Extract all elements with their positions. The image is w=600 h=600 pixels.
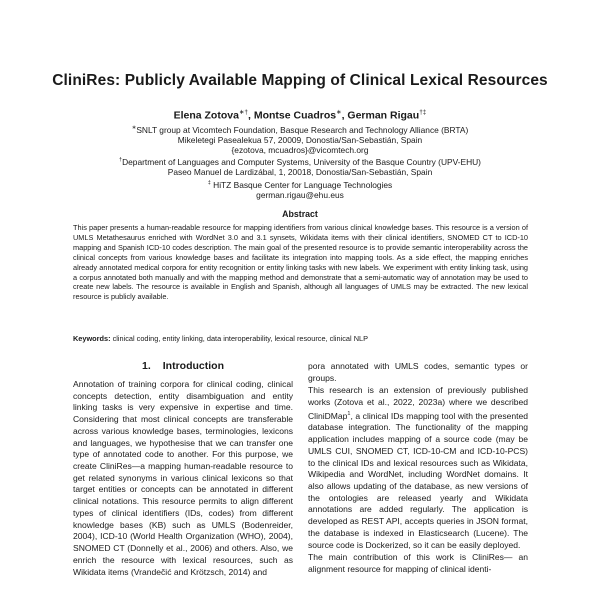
affiliation-line: Mikeletegi Pasealekua 57, 20009, Donostia/San-Sebastián, Spain [177, 135, 423, 145]
affiliation-line: ∗SNLT group at Vicomtech Foundation, Basque Research and Technology Alliance (BRTA) [131, 124, 469, 135]
body-paragraph: pora annotated with UMLS codes, semantic types or groups. [308, 361, 528, 383]
author-name: Elena Zotova [173, 109, 239, 122]
footnote-marker[interactable]: 1 [347, 410, 351, 417]
affiliation-mark: ‡ [207, 179, 211, 186]
keywords-label: Keywords: [73, 334, 111, 343]
author-marks: †‡ [419, 109, 427, 116]
paper-title: CliniRes: Publicly Available Mapping of Clinical Lexical Resources [52, 72, 548, 89]
author-name: German Rigau [347, 109, 420, 122]
author-marks: ∗ [336, 109, 342, 116]
affiliations [0, 123, 600, 200]
keywords [73, 334, 528, 344]
affiliation-email: german.rigau@ehu.eus [256, 189, 344, 200]
affiliation-email: {ezotova, mcuadros}@vicomtech.org [231, 145, 369, 156]
section-number: 1. [141, 360, 151, 372]
affiliation-line: †Department of Languages and Computer Systems, University of the Basque Country (UPV-EHU) [119, 157, 481, 168]
affiliation-mark: ∗ [131, 125, 137, 131]
body-paragraph: The main contribution of this work is CliniRes— an alignment resource for mapping of clinical identi- [308, 552, 528, 575]
affiliation-mark: † [119, 157, 123, 164]
section-title: Introduction [162, 360, 224, 372]
author-list: Elena Zotova∗†, Montse Cuadros∗, German Rigau†‡ [173, 109, 427, 122]
section-heading [73, 360, 293, 372]
abstract-text: This paper presents a human-readable resource for mapping identifiers from various clinical knowledge bases. This resource is a version of UMLS Metathesaurus enriched with WordNet 3.0 and 3.1 synsets, Wikidata items with their clinical identifiers, SNOMED CT to ICD-10 mapping and Spanish ICD-10 codes description. The main goal of the presented resource is to provide semantic interoperability across the clinical concepts from various knowledge bases and facilitate its integration into mapping tools. As a side effect, the mapping enriches already annotated medical corpora for entity recognition or entity linking tasks with new labels. We experiment with entity linking task, using a corpus annotated both manually and with the mapping method and demonstrate that a semi-automatic way of annotation may be used to create new labels. The resource is available in English and Spanish, although all languages of UMLS may be extracted. The new lexical resource is publicly available. [73, 223, 528, 302]
keywords-text: clinical coding, entity linking, data interoperability, lexical resource, clinical NLP [112, 334, 368, 343]
author-marks: ∗† [238, 109, 248, 116]
left-column [73, 360, 293, 578]
affiliation-line: ‡ HiTZ Basque Center for Language Technologies [207, 179, 393, 190]
affiliation-line: Paseo Manuel de Lardizábal, 1, 20018, Donostia/San-Sebastián, Spain [167, 167, 433, 178]
author-name: Montse Cuadros [253, 109, 337, 122]
right-column [308, 361, 528, 576]
body-paragraph: Annotation of training corpora for clinical coding, clinical concepts detection, entity disambiguation and entity linking tasks is very expensive in expertise and time. Considering that most clinical concepts are transferable across various knowledge bases, terminologies, lexicons and languages, we hypothesise that we can transfer one type of annotated code to another. For this purpose, we create CliniRes—a mapping human-readable resource to get related synonyms in various clinical lexicons so that target entities or concepts can be annotated in different clinical notations. This resource permits to align different types of clinical identifiers (IDs, codes) from different knowledge bases (KB) such as UMLS (Bodenreider, 2004), ICD-10 (World Health Organization (WHO), 2004), SNOMED CT (Donnelly et al., 2006) and others. Also, we enrich the resource with lexical resources, such as Wikidata items (Vrandečić and Krötzsch, 2014) and [73, 379, 293, 577]
abstract-heading: Abstract [282, 209, 318, 219]
body-paragraph: This research is an extension of previously published works (Zotova et al., 2022, 2023a) where we described CliniDMap$^1$, a clinical IDs mapping tool with the presented database integration. The functionality of the mapping application includes mapping of a source code (may be UMLS CUI, SNOMED CT, ICD-10-CM and ICD-10-PCS) to the clinical IDs and lexical resources such as Wikidata, Wikipedia and WordNet, including WordNet domains. It also allows updating of the database, as new versions of the ontologies are released yearly and Wikidata annotations are added regularly. The application is developed as REST API, accepts queries in JSON format, the database is indexed in Elasticsearch (Lucene). The source code is Dockerized, so it can be easily deployed. [308, 385, 528, 550]
